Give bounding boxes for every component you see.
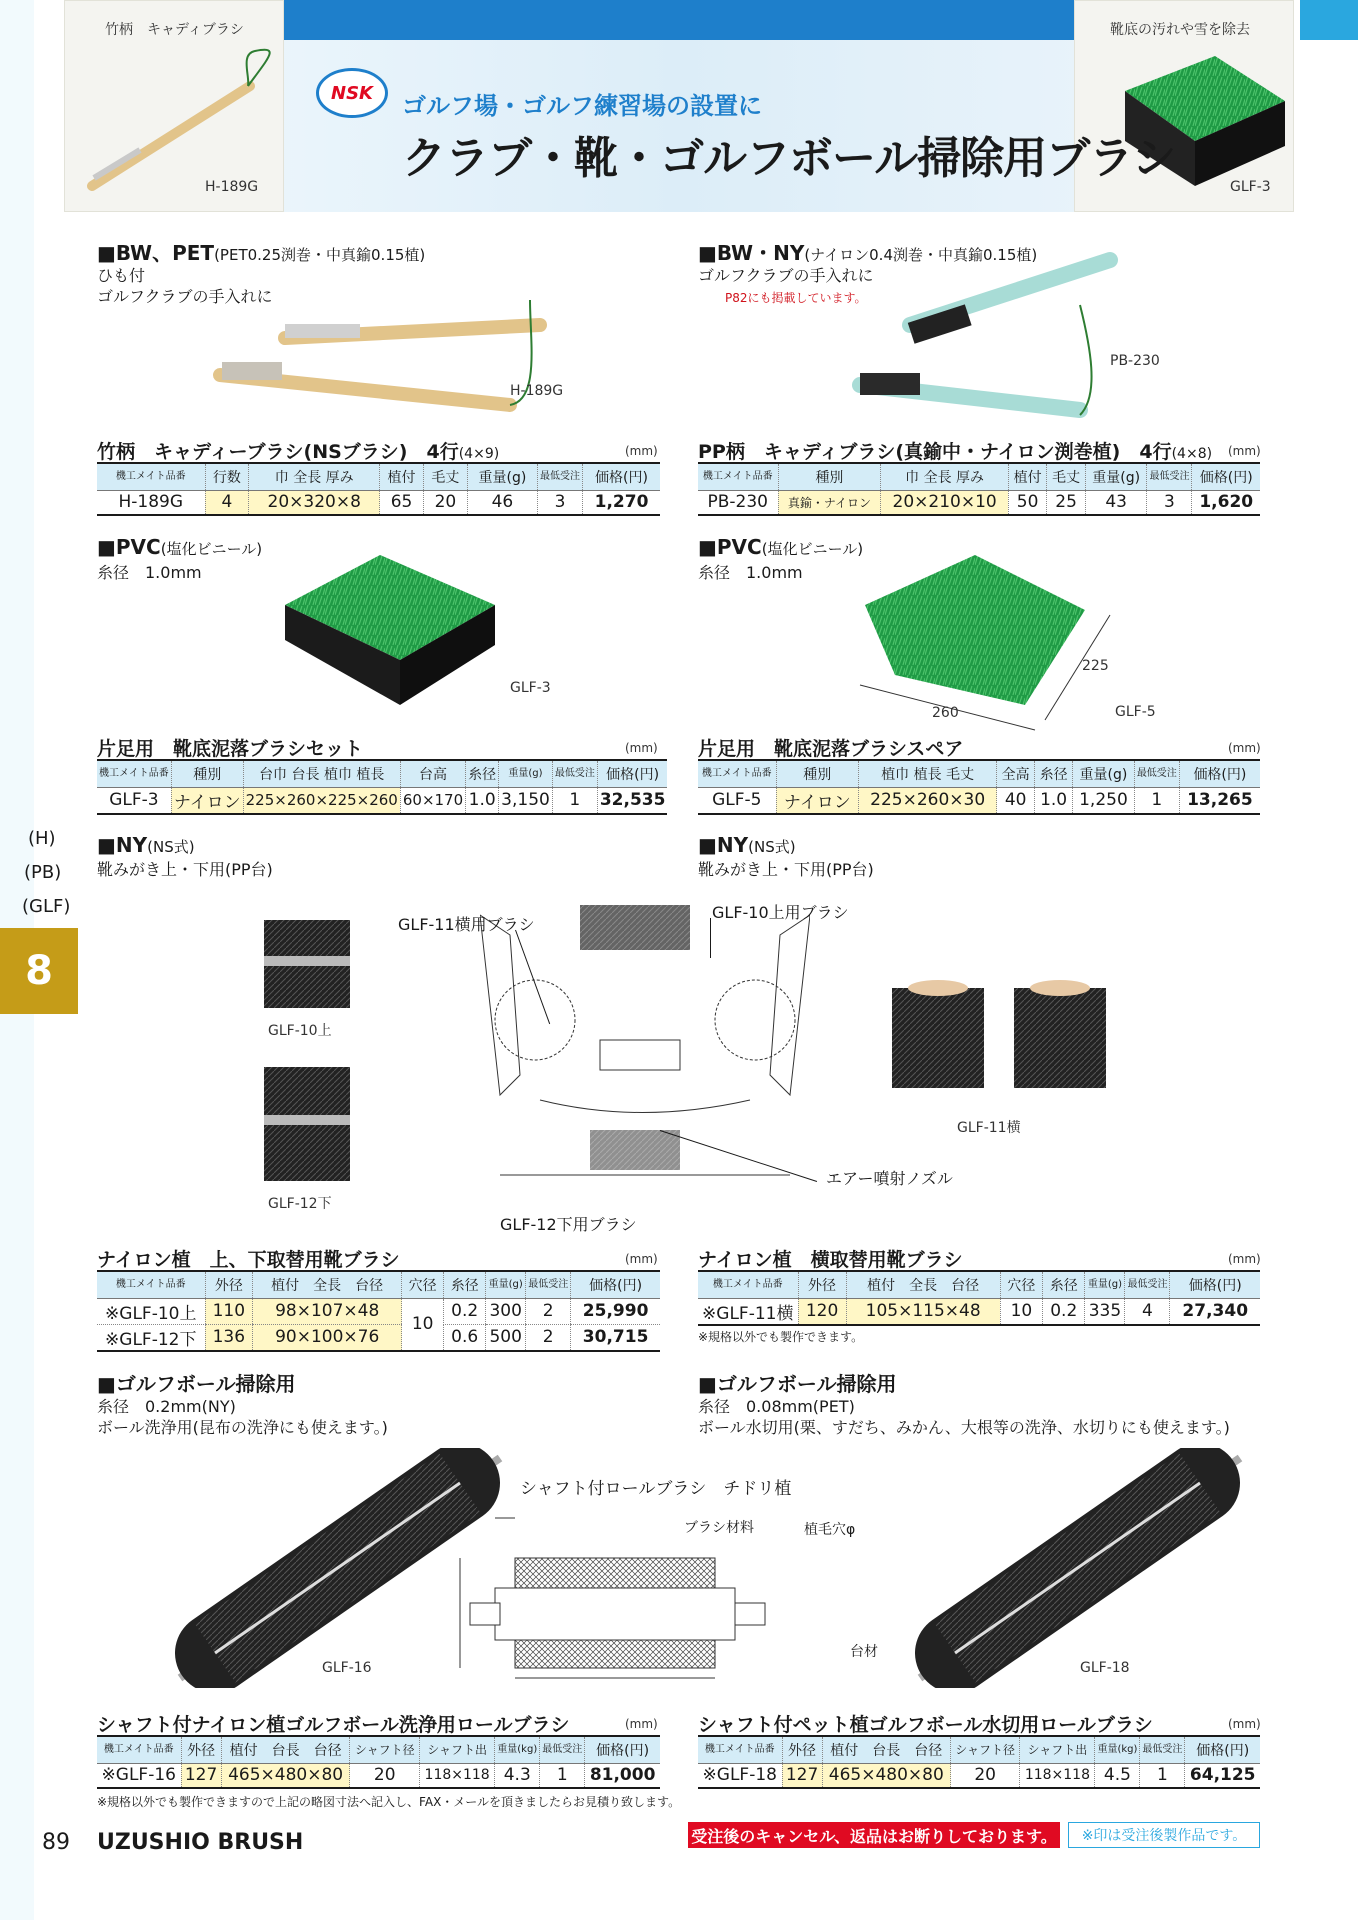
cell-min: 1	[1134, 787, 1179, 814]
cell-od: 136	[205, 1324, 253, 1351]
cell-thread: 0.2	[444, 1298, 486, 1324]
cell-thread: 0.2	[1043, 1298, 1085, 1325]
s3-unit: (mm)	[625, 741, 658, 755]
s3-col-thread: 糸径	[466, 760, 499, 787]
cell-weight: 335	[1085, 1298, 1125, 1325]
cell-code: ※GLF-12下	[97, 1324, 205, 1351]
s4-col-height: 全高	[997, 760, 1035, 787]
s1-col-price: 価格(円)	[583, 463, 660, 490]
shoe-cleaner-diagram	[480, 895, 810, 1200]
cell-code: PB-230	[698, 490, 778, 515]
s1-line-2: ゴルフクラブの手入れに	[97, 287, 273, 306]
glf11-image	[880, 970, 1120, 1100]
s2-col-min: 最低受注	[1147, 463, 1192, 490]
banner-left-code: H-189G	[205, 179, 259, 195]
s10-col-od: 外径	[782, 1736, 822, 1763]
cell-thread: 1.0	[1035, 787, 1073, 814]
label-hole-diameter: 植毛穴φ	[804, 1522, 856, 1538]
s9-col-od: 外径	[181, 1736, 221, 1763]
cell-code: ※GLF-11横	[698, 1298, 798, 1325]
s9-table	[97, 1735, 660, 1789]
s1-table	[97, 462, 660, 516]
cell-type: 真鍮・ナイロン	[778, 490, 881, 515]
s7-col-price: 価格(円)	[1170, 1271, 1260, 1298]
s4-header-row	[698, 760, 1260, 787]
s3-col-price: 価格(円)	[597, 760, 667, 787]
cell-min: 3	[538, 490, 583, 515]
s2-image-code: PB-230	[1110, 353, 1160, 369]
cell-size: 20×320×8	[249, 490, 380, 515]
s4-col-price: 価格(円)	[1179, 760, 1260, 787]
s1-col-code: 機工メイト品番	[97, 463, 205, 490]
page-title: クラブ・靴・ゴルフボール掃除用ブラシ	[402, 133, 1176, 184]
cell-hole: 10	[402, 1298, 444, 1351]
cell-size: 465×480×80	[822, 1763, 950, 1788]
cell-shaft: 20	[951, 1763, 1020, 1788]
cell-planting: 50	[1008, 490, 1047, 515]
s10-col-size: 植付 台長 台径	[822, 1736, 950, 1763]
chapter-tab: 8	[0, 928, 78, 1014]
s10-col-weight: 重量(kg)	[1095, 1736, 1140, 1763]
s7-note: ※規格以外でも製作できます。	[698, 1330, 864, 1344]
s10-unit: (mm)	[1228, 1717, 1261, 1731]
cell-code: ※GLF-18	[698, 1763, 782, 1788]
table-row[interactable]	[698, 1763, 1260, 1788]
cell-min: 2	[526, 1324, 571, 1351]
s10-col-min: 最低受注	[1140, 1736, 1185, 1763]
s1-col-size: 巾 全長 厚み	[249, 463, 380, 490]
label-base-material: 台材	[850, 1644, 878, 1660]
page-number: 89	[42, 1830, 70, 1855]
s7-col-code: 機工メイト品番	[698, 1271, 798, 1298]
s4-col-size: 植巾 植長 毛丈	[859, 760, 997, 787]
callout-glf10: GLF-10上用ブラシ	[712, 903, 849, 922]
s6-table	[97, 1270, 660, 1352]
s9-col-shaft-out: シャフト出	[419, 1736, 494, 1763]
s9-table-title: シャフト付ナイロン植ゴルフボール洗浄用ロールブラシ	[97, 1714, 570, 1736]
s9-col-price: 価格(円)	[585, 1736, 660, 1763]
cell-code: H-189G	[97, 490, 205, 515]
s1-col-weight: 重量(g)	[467, 463, 537, 490]
s8-heading-right: ■ゴルフボール掃除用	[698, 1372, 897, 1396]
s2-table-title: PP柄 キャディブラシ(真鍮中・ナイロン渕巻植) 4行(4×8)	[698, 441, 1213, 463]
cell-size: 225×260×225×260	[243, 787, 400, 814]
s4-unit: (mm)	[1228, 741, 1261, 755]
s1-heading: ■BW、PET(PET0.25渕巻・中真鍮0.15植)	[97, 241, 426, 265]
s6-col-od: 外径	[205, 1271, 253, 1298]
s6-unit: (mm)	[625, 1252, 658, 1266]
s3-image-code: GLF-3	[510, 680, 551, 696]
s6-col-weight: 重量(g)	[486, 1271, 526, 1298]
cell-size: 225×260×30	[859, 787, 997, 814]
s2-product-image	[840, 245, 1120, 435]
s5-heading-right: ■NY(NS式)	[698, 833, 796, 857]
table-row[interactable]	[97, 1324, 660, 1351]
s10-table-title: シャフト付ペット植ゴルフボール水切用ロールブラシ	[698, 1714, 1153, 1736]
roll-brush-diagram	[455, 1508, 840, 1683]
banner-right-code: GLF-3	[1230, 179, 1271, 195]
s6-col-size: 植付 全長 台径	[253, 1271, 402, 1298]
s2-header-row	[698, 463, 1260, 490]
s10-table	[698, 1735, 1260, 1789]
caddy-brush-image	[80, 46, 280, 196]
s3-product-image	[265, 545, 525, 725]
cell-size: 20×210×10	[881, 490, 1008, 515]
s2-note: P82にも掲載しています。	[725, 291, 867, 305]
s9-unit: (mm)	[625, 1717, 658, 1731]
label-brush-material: ブラシ材料	[684, 1520, 754, 1536]
banner-left-caption: 竹柄 キャディブラシ	[105, 22, 244, 38]
cell-weight: 43	[1085, 490, 1147, 515]
glf18-code: GLF-18	[1080, 1660, 1130, 1676]
cell-weight: 1,250	[1073, 787, 1135, 814]
sidebar-item-glf: (GLF)	[22, 896, 71, 917]
table-row[interactable]	[97, 787, 667, 814]
s1-header-row	[97, 463, 660, 490]
s9-header-row	[97, 1736, 660, 1763]
cell-min: 4	[1125, 1298, 1170, 1325]
s4-dim-b: 260	[932, 705, 959, 721]
banner-subtitle: ゴルフ場・ゴルフ練習場の設置に	[402, 92, 762, 120]
cell-price: 1,270	[583, 490, 660, 515]
cell-price: 27,340	[1170, 1298, 1260, 1325]
s5-heading-left: ■NY(NS式)	[97, 833, 195, 857]
cell-height: 40	[997, 787, 1035, 814]
s3-table	[97, 759, 667, 815]
s8-line-left-1: 糸径 0.2mm(NY)	[97, 1397, 236, 1416]
cell-code: ※GLF-10上	[97, 1298, 205, 1324]
cell-size: 98×107×48	[253, 1298, 402, 1324]
s1-col-planting: 植付	[380, 463, 424, 490]
cell-price: 81,000	[585, 1763, 660, 1788]
cell-weight: 4.5	[1095, 1763, 1140, 1788]
s3-header-row	[97, 760, 667, 787]
cell-code: GLF-5	[698, 787, 776, 814]
s1-unit: (mm)	[625, 444, 658, 458]
s4-line-1: 糸径 1.0mm	[698, 563, 803, 582]
sidebar-item-pb: (PB)	[24, 862, 62, 883]
sidebar-item-h: (H)	[28, 828, 56, 849]
s3-col-type: 種別	[171, 760, 243, 787]
s7-col-od: 外径	[798, 1271, 846, 1298]
cell-rows: 4	[205, 490, 249, 515]
s6-table-title: ナイロン植 上、下取替用靴ブラシ	[97, 1249, 400, 1271]
s7-col-weight: 重量(g)	[1085, 1271, 1125, 1298]
s9-col-weight: 重量(kg)	[495, 1736, 540, 1763]
logo-text: NSK	[331, 82, 373, 104]
glf16-code: GLF-16	[322, 1660, 372, 1676]
s4-image-code: GLF-5	[1115, 704, 1156, 720]
banner-right-caption: 靴底の汚れや雪を除去	[1110, 22, 1250, 38]
callout-glf11: GLF-11横用ブラシ	[398, 915, 535, 934]
header-accent-bar	[284, 0, 1074, 40]
s10-col-shaft: シャフト径	[951, 1736, 1020, 1763]
cell-thread: 1.0	[466, 787, 499, 814]
s1-col-length: 毛丈	[423, 463, 467, 490]
s3-col-code: 機工メイト品番	[97, 760, 171, 787]
s7-header-row	[698, 1271, 1260, 1298]
s4-col-weight: 重量(g)	[1073, 760, 1135, 787]
cell-price: 30,715	[571, 1324, 660, 1351]
s2-col-size: 巾 全長 厚み	[881, 463, 1008, 490]
s10-col-shaft-out: シャフト出	[1020, 1736, 1095, 1763]
s3-table-title: 片足用 靴底泥落ブラシセット	[97, 738, 364, 760]
glf11-code: GLF-11横	[957, 1120, 1021, 1136]
s4-table	[698, 759, 1260, 815]
s3-col-weight: 重量(g)	[499, 760, 553, 787]
table-row[interactable]	[698, 490, 1260, 515]
brand-name: UZUSHIO BRUSH	[97, 1830, 304, 1855]
s7-col-min: 最低受注	[1125, 1271, 1170, 1298]
cell-code: ※GLF-16	[97, 1763, 181, 1788]
cell-size: 465×480×80	[221, 1763, 350, 1788]
callout-glf12: GLF-12下用ブラシ	[500, 1215, 637, 1234]
s8-line-right-2: ボール水切用(栗、すだち、みかん、大根等の洗浄、水切りにも使えます。)	[698, 1418, 1230, 1437]
corner-accent	[1300, 0, 1358, 40]
s1-col-min: 最低受注	[538, 463, 583, 490]
cell-code: GLF-3	[97, 787, 171, 814]
cell-weight: 500	[486, 1324, 526, 1351]
cancel-notice: 受注後のキャンセル、返品はお断りしております。	[688, 1822, 1060, 1848]
s1-col-rows: 行数	[205, 463, 249, 490]
cell-weight: 4.3	[495, 1763, 540, 1788]
s4-col-min: 最低受注	[1134, 760, 1179, 787]
s9-col-size: 植付 台長 台径	[221, 1736, 350, 1763]
cell-min: 1	[552, 787, 597, 814]
s1-table-title: 竹柄 キャディーブラシ(NSブラシ) 4行(4×9)	[97, 441, 500, 463]
s1-product-image	[210, 280, 550, 420]
cell-height: 60×170	[400, 787, 465, 814]
cell-price: 13,265	[1179, 787, 1260, 814]
cell-weight: 3,150	[499, 787, 553, 814]
s6-col-min: 最低受注	[526, 1271, 571, 1298]
cell-min: 3	[1147, 490, 1192, 515]
s4-col-code: 機工メイト品番	[698, 760, 776, 787]
s1-line-1: ひも付	[97, 266, 146, 285]
cell-size: 90×100×76	[253, 1324, 402, 1351]
s8-line-left-2: ボール洗浄用(昆布の洗浄にも使えます。)	[97, 1418, 388, 1437]
cell-od: 127	[181, 1763, 221, 1788]
s6-col-thread: 糸径	[444, 1271, 486, 1298]
s8-line-right-1: 糸径 0.08mm(PET)	[698, 1397, 855, 1416]
cell-length: 25	[1047, 490, 1086, 515]
s4-dim-a: 225	[1082, 658, 1109, 674]
cell-thread: 0.6	[444, 1324, 486, 1351]
cell-type: ナイロン	[776, 787, 859, 814]
s7-table-title: ナイロン植 横取替用靴ブラシ	[698, 1249, 963, 1271]
s2-heading: ■BW・NY(ナイロン0.4渕巻・中真鍮0.15植)	[698, 241, 1038, 265]
cell-price: 32,535	[597, 787, 667, 814]
s2-col-planting: 植付	[1008, 463, 1047, 490]
cell-planting: 65	[380, 490, 424, 515]
s4-table-title: 片足用 靴底泥落ブラシスペア	[698, 738, 964, 760]
s9-col-shaft: シャフト径	[350, 1736, 420, 1763]
s3-col-size: 台巾 台長 植巾 植長	[243, 760, 400, 787]
callout-line	[710, 918, 711, 958]
s2-col-price: 価格(円)	[1192, 463, 1260, 490]
table-row[interactable]	[698, 787, 1260, 814]
cell-min: 2	[526, 1298, 571, 1324]
cell-size: 105×115×48	[846, 1298, 1000, 1325]
s7-col-thread: 糸径	[1043, 1271, 1085, 1298]
s3-col-min: 最低受注	[552, 760, 597, 787]
glf12-code: GLF-12下	[268, 1196, 332, 1212]
glf18-image	[910, 1448, 1250, 1688]
cell-od: 120	[798, 1298, 846, 1325]
diagram-title: シャフト付ロールブラシ チドリ植	[520, 1479, 792, 1499]
s3-col-height: 台高	[400, 760, 465, 787]
cell-shaft-out: 118×118	[1020, 1763, 1095, 1788]
s9-col-code: 機工メイト品番	[97, 1736, 181, 1763]
cell-price: 25,990	[571, 1298, 660, 1324]
glf12-image	[262, 1065, 352, 1183]
cell-weight: 300	[486, 1298, 526, 1324]
glf10-code: GLF-10上	[268, 1023, 332, 1039]
cell-hole: 10	[1000, 1298, 1042, 1325]
s5-line-right: 靴みがき上・下用(PP台)	[698, 860, 874, 879]
glf10-image	[262, 918, 352, 1010]
cell-type: ナイロン	[171, 787, 243, 814]
s1-image-code: H-189G	[510, 383, 564, 399]
cell-price: 1,620	[1192, 490, 1260, 515]
banner-left-photo	[64, 0, 284, 212]
s6-col-code: 機工メイト品番	[97, 1271, 205, 1298]
s6-header-row	[97, 1271, 660, 1298]
s10-col-price: 価格(円)	[1185, 1736, 1260, 1763]
s4-product-image	[855, 555, 1115, 740]
table-row[interactable]	[97, 1763, 660, 1788]
table-row[interactable]	[97, 1298, 660, 1324]
s7-unit: (mm)	[1228, 1252, 1261, 1266]
made-to-order-notice: ※印は受注後製作品です。	[1068, 1822, 1260, 1848]
cell-weight: 46	[467, 490, 537, 515]
nsk-logo	[316, 68, 388, 118]
s2-col-weight: 重量(g)	[1085, 463, 1147, 490]
s7-table	[698, 1270, 1260, 1326]
table-row[interactable]	[698, 1298, 1260, 1325]
s6-col-hole: 穴径	[402, 1271, 444, 1298]
s10-col-code: 機工メイト品番	[698, 1736, 782, 1763]
s7-col-hole: 穴径	[1000, 1271, 1042, 1298]
table-row[interactable]	[97, 490, 660, 515]
cell-price: 64,125	[1185, 1763, 1260, 1788]
s8-heading-left: ■ゴルフボール掃除用	[97, 1372, 296, 1396]
s2-col-length: 毛丈	[1047, 463, 1086, 490]
s3-line-1: 糸径 1.0mm	[97, 563, 202, 582]
s2-line-1: ゴルフクラブの手入れに	[698, 266, 874, 285]
cell-shaft: 20	[350, 1763, 420, 1788]
s2-col-type: 種別	[778, 463, 881, 490]
s5-line-left: 靴みがき上・下用(PP台)	[97, 860, 273, 879]
s2-col-code: 機工メイト品番	[698, 463, 778, 490]
callout-nozzle: エアー噴射ノズル	[826, 1169, 953, 1188]
cell-od: 127	[782, 1763, 822, 1788]
s2-table	[698, 462, 1260, 516]
s7-col-size: 植付 全長 台径	[846, 1271, 1000, 1298]
s3-heading: ■PVC(塩化ビニール)	[97, 535, 263, 559]
cell-length: 20	[423, 490, 467, 515]
cell-od: 110	[205, 1298, 253, 1324]
s4-col-type: 種別	[776, 760, 859, 787]
s4-col-thread: 糸径	[1035, 760, 1073, 787]
footer-note: ※規格以外でも製作できますので上記の略図寸法へ記入し、FAX・メールを頂きましたらお見積り致します。	[97, 1795, 681, 1809]
s2-unit: (mm)	[1228, 444, 1261, 458]
cell-shaft-out: 118×118	[419, 1763, 494, 1788]
s9-col-min: 最低受注	[540, 1736, 585, 1763]
s10-header-row	[698, 1736, 1260, 1763]
cell-min: 1	[1140, 1763, 1185, 1788]
cell-min: 1	[540, 1763, 585, 1788]
s4-heading: ■PVC(塩化ビニール)	[698, 535, 864, 559]
s6-col-price: 価格(円)	[571, 1271, 660, 1298]
